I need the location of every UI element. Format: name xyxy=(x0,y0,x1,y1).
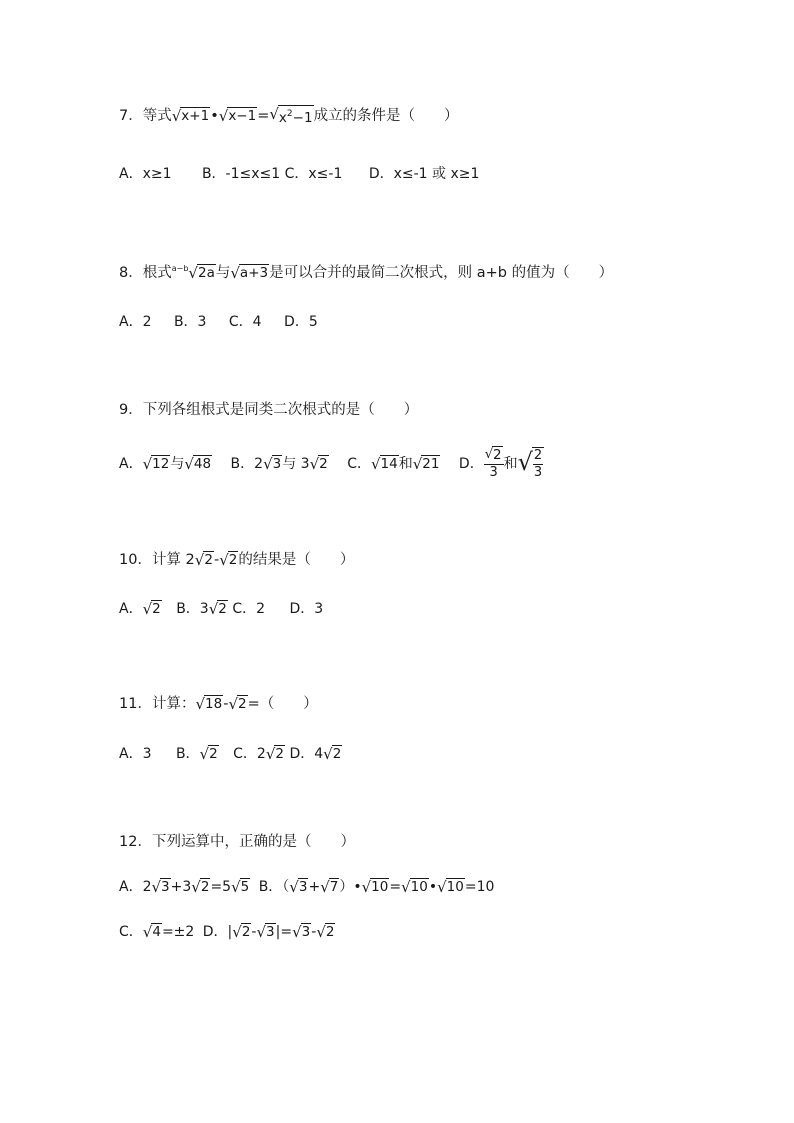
radical: √ a+3 xyxy=(230,264,269,282)
option-a[interactable]: A．2 √ 3 +3 √ 2 =5 √ 5 xyxy=(119,878,250,896)
question-11-options xyxy=(119,744,342,764)
option-c[interactable]: C． √ 14 和 √ 21 xyxy=(347,454,440,473)
option-d[interactable]: D．| √ 2 - √ 3 |= √ 3 - √ 2 xyxy=(202,923,335,941)
question-8-options xyxy=(119,312,318,332)
question-8-stem: 8．根式$^{a-b}$ √ 2a 与 √ a+3 是可以合并的最简二次根式，则 a+b 的值为（ ） xyxy=(119,264,614,282)
option-b[interactable]: B．（ √ 3 + √ 7 ）• √ 10 = √ 10 • √ 10 =10 xyxy=(258,878,495,896)
option-a[interactable]: A．x≥1 xyxy=(119,166,172,182)
option-d[interactable]: D．3 xyxy=(289,601,324,617)
radical: √ 2a xyxy=(188,264,215,282)
option-a[interactable]: A． √ 2 xyxy=(119,600,161,618)
option-d[interactable]: D．x≤-1 或 x≥1 xyxy=(368,166,480,182)
question-12-options-ab xyxy=(119,877,494,897)
question-12-stem: 12．下列运算中，正确的是（ ） xyxy=(119,834,355,850)
option-a[interactable]: A．2 xyxy=(119,314,152,330)
option-c[interactable]: C．x≤-1 xyxy=(284,166,343,182)
option-b[interactable]: B．3 xyxy=(173,314,207,330)
option-d[interactable]: D．5 xyxy=(284,314,318,330)
question-10-stem: 10．计算 2 √ 2 - √ 2 的结果是（ ） xyxy=(119,551,355,569)
option-c[interactable]: C．2 xyxy=(232,601,265,617)
option-c[interactable]: C．2 √ 2 xyxy=(233,745,284,763)
option-b[interactable]: B．3 √ 2 xyxy=(176,600,227,618)
radical-index: a−b xyxy=(171,264,189,273)
option-d[interactable]: D．4 √ 2 xyxy=(289,745,342,763)
question-7-stem: 7．等式 √ x+1 • √ x−1 = √ $x^2-1$ 成立的条件是（ ） xyxy=(119,105,459,126)
option-a[interactable]: A． √ 12 与 √ 48 xyxy=(119,454,212,473)
question-10-options xyxy=(119,599,323,619)
radical: √ x+1 xyxy=(171,107,210,125)
option-b[interactable]: B． √ 2 xyxy=(175,745,218,763)
question-9-options xyxy=(119,446,544,481)
question-11-stem: 11．计算： √ 18 - √ 2 =（ ） xyxy=(119,695,318,713)
question-7-options xyxy=(119,164,479,184)
option-c[interactable]: C．4 xyxy=(228,314,262,330)
option-d[interactable]: D． √ 2 3 和 √ $\frac{2}{3}$ xyxy=(458,447,543,480)
radical: √ x−1 xyxy=(218,107,257,125)
option-b[interactable]: B．2 √ 3 与 3 √ 2 xyxy=(230,454,328,473)
question-9-stem: 9．下列各组根式是同类二次根式的是（ ） xyxy=(119,402,419,418)
option-c[interactable]: C． √ 4 =±2 xyxy=(119,923,195,941)
option-a[interactable]: A．3 xyxy=(119,746,152,762)
option-b[interactable]: B．-1≤x≤1 xyxy=(201,166,281,182)
radical: √ $x^2-1$ xyxy=(269,105,313,126)
question-12-options-cd xyxy=(119,922,335,942)
